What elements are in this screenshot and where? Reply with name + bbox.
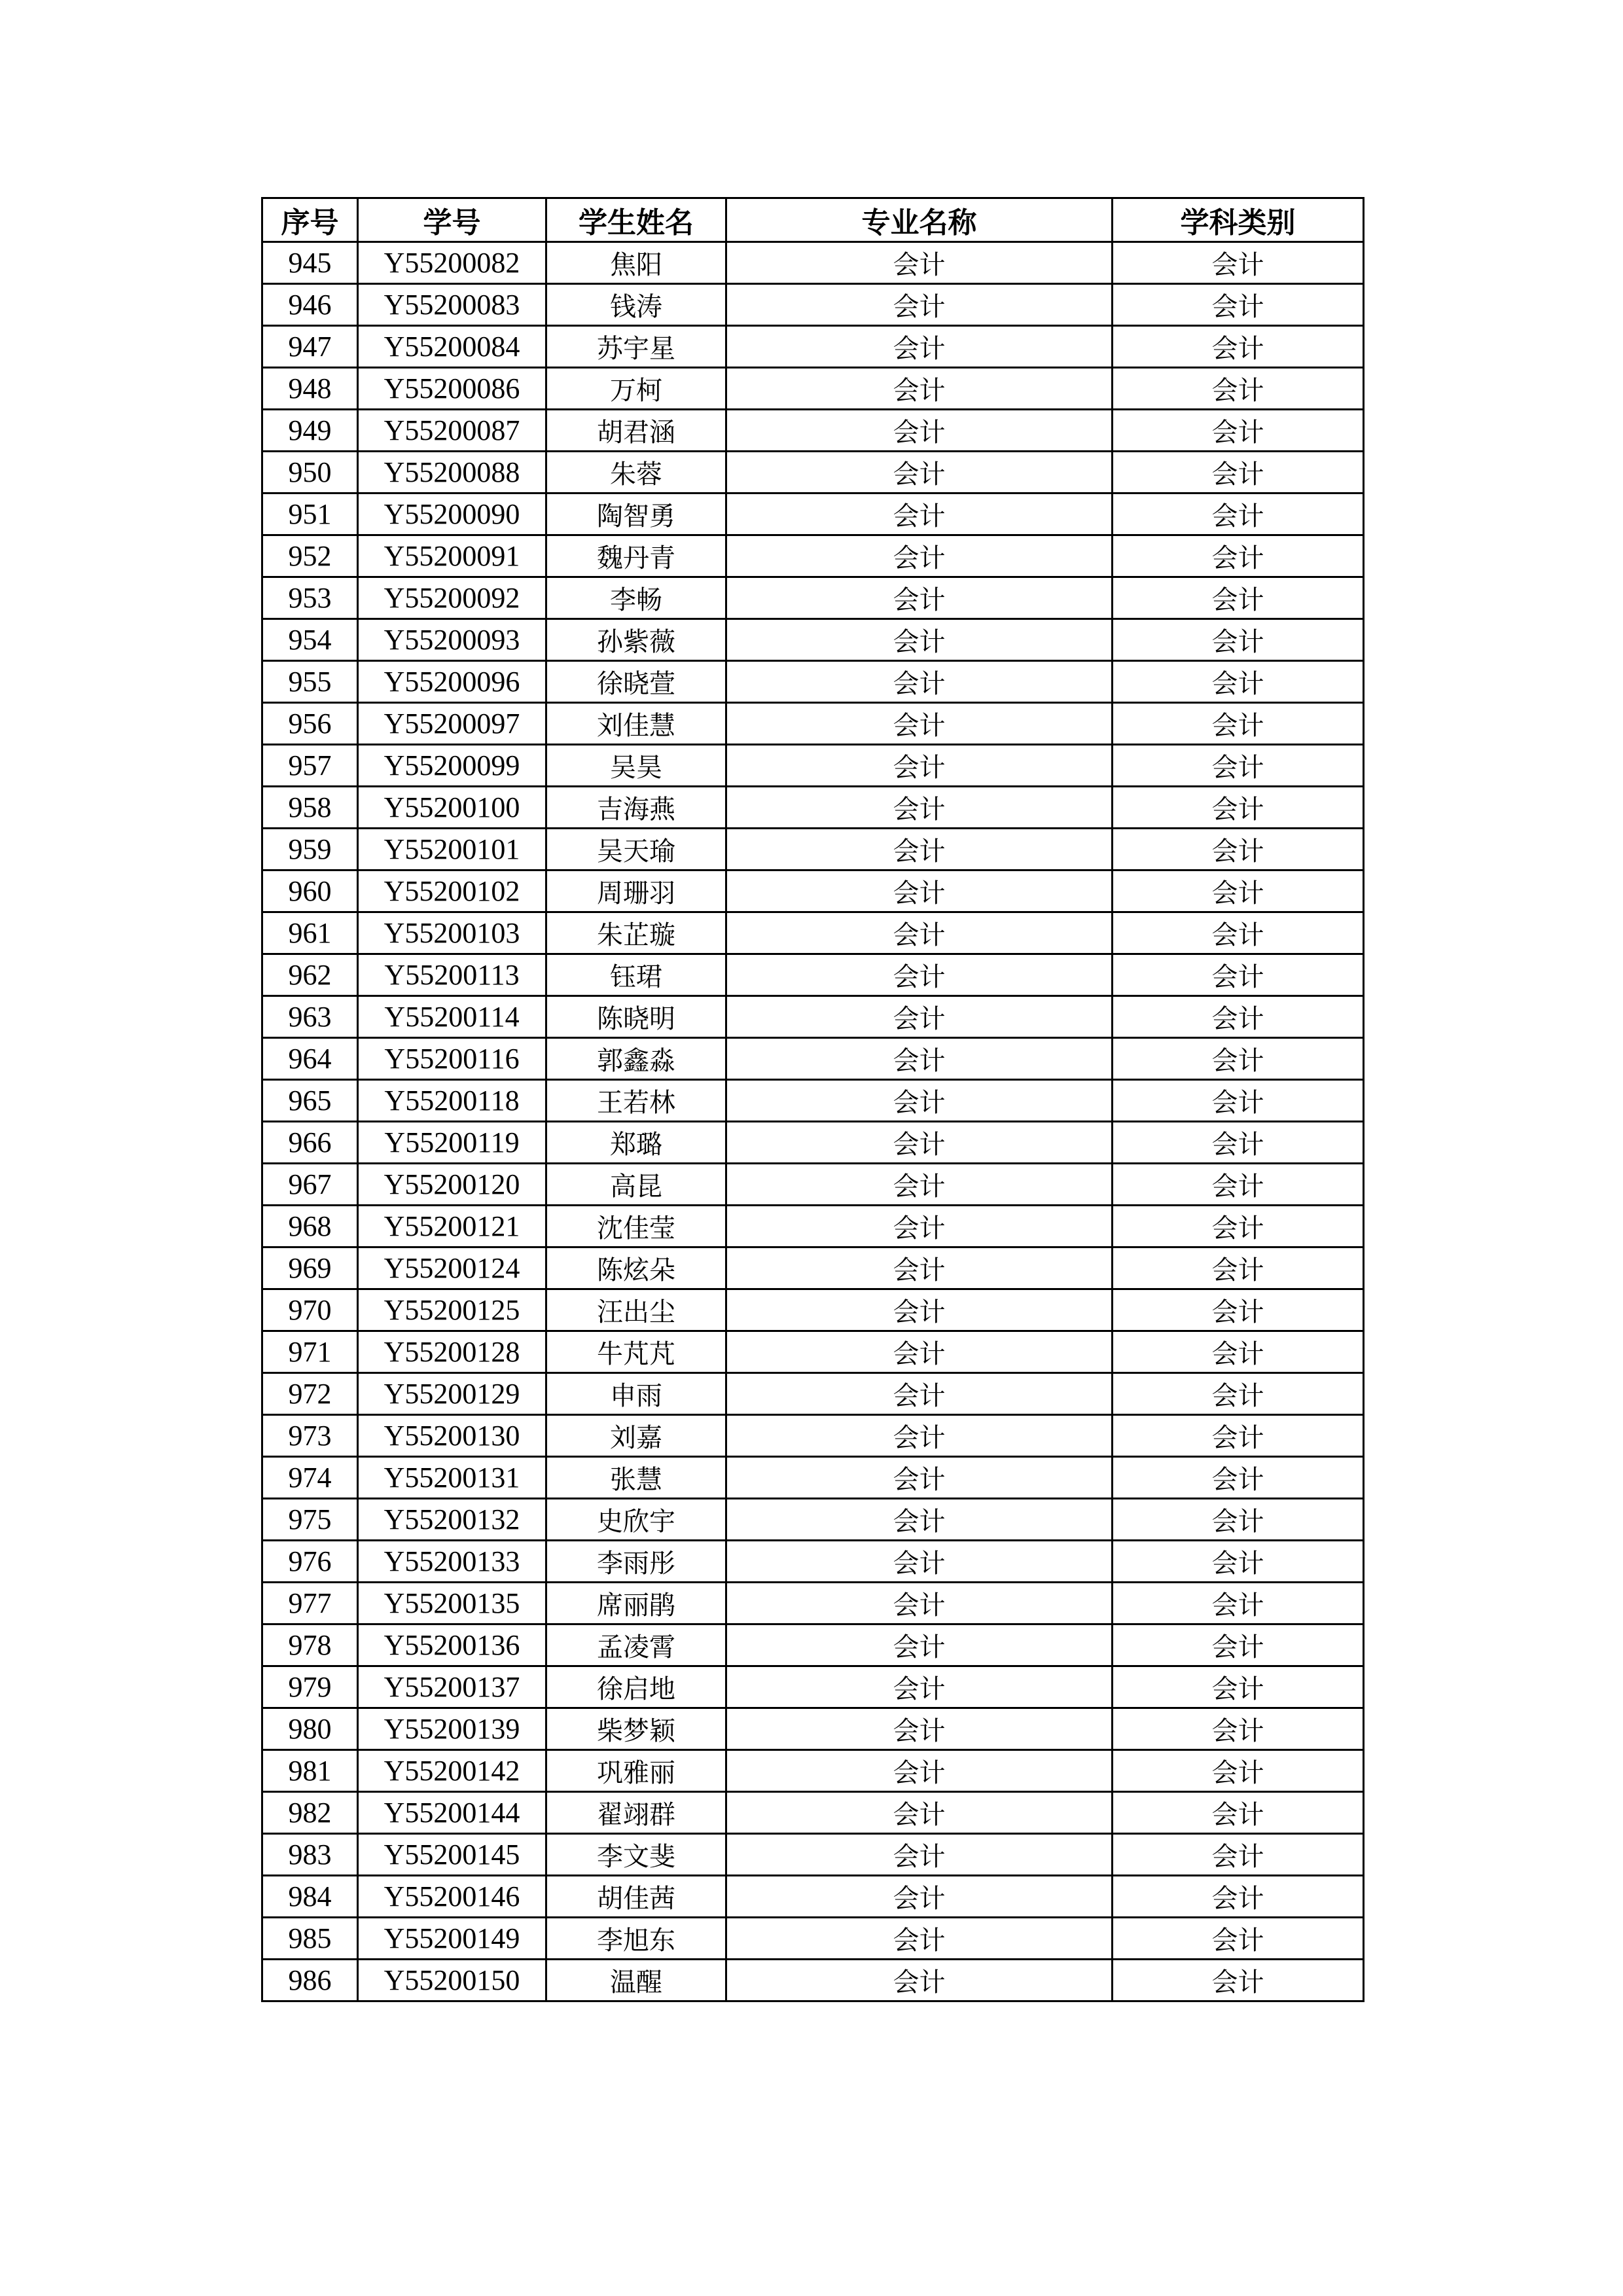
- table-row: [262, 996, 1364, 1038]
- cell-student-id: Y55200084: [358, 326, 546, 368]
- cell-discipline-category: 会计: [1113, 745, 1364, 787]
- cell-seq-no: 984: [262, 1876, 358, 1918]
- cell-discipline-category: 会计: [1113, 1792, 1364, 1834]
- cell-discipline-category: 会计: [1113, 1080, 1364, 1122]
- cell-student-name: 陶智勇: [546, 493, 726, 535]
- cell-student-name: 朱芷璇: [546, 912, 726, 954]
- table-row: [262, 326, 1364, 368]
- cell-student-id: Y55200113: [358, 954, 546, 996]
- table-row: [262, 1750, 1364, 1792]
- cell-student-name: 史欣宇: [546, 1499, 726, 1541]
- table-row: [262, 703, 1364, 745]
- cell-seq-no: 950: [262, 452, 358, 493]
- cell-student-id: Y55200120: [358, 1164, 546, 1206]
- cell-major-name: 会计: [726, 1499, 1113, 1541]
- cell-seq-no: 983: [262, 1834, 358, 1876]
- cell-student-id: Y55200144: [358, 1792, 546, 1834]
- cell-seq-no: 977: [262, 1583, 358, 1624]
- cell-discipline-category: 会计: [1113, 912, 1364, 954]
- cell-seq-no: 978: [262, 1624, 358, 1666]
- table-row: [262, 493, 1364, 535]
- cell-major-name: 会计: [726, 1624, 1113, 1666]
- cell-seq-no: 970: [262, 1289, 358, 1331]
- cell-major-name: 会计: [726, 284, 1113, 326]
- cell-discipline-category: 会计: [1113, 1247, 1364, 1289]
- cell-student-name: 李畅: [546, 577, 726, 619]
- cell-major-name: 会计: [726, 912, 1113, 954]
- cell-major-name: 会计: [726, 703, 1113, 745]
- table-row: [262, 1122, 1364, 1164]
- cell-discipline-category: 会计: [1113, 954, 1364, 996]
- cell-major-name: 会计: [726, 1583, 1113, 1624]
- cell-seq-no: 968: [262, 1206, 358, 1247]
- cell-discipline-category: 会计: [1113, 242, 1364, 284]
- table-row: [262, 1289, 1364, 1331]
- table-row: [262, 787, 1364, 829]
- cell-major-name: 会计: [726, 410, 1113, 452]
- cell-student-id: Y55200103: [358, 912, 546, 954]
- cell-major-name: 会计: [726, 1373, 1113, 1415]
- cell-student-id: Y55200102: [358, 870, 546, 912]
- cell-major-name: 会计: [726, 1792, 1113, 1834]
- cell-seq-no: 986: [262, 1960, 358, 2001]
- cell-student-id: Y55200114: [358, 996, 546, 1038]
- cell-student-name: 朱蓉: [546, 452, 726, 493]
- cell-student-id: Y55200130: [358, 1415, 546, 1457]
- cell-student-name: 申雨: [546, 1373, 726, 1415]
- cell-major-name: 会计: [726, 829, 1113, 870]
- cell-discipline-category: 会计: [1113, 1876, 1364, 1918]
- cell-major-name: 会计: [726, 870, 1113, 912]
- cell-student-id: Y55200124: [358, 1247, 546, 1289]
- cell-seq-no: 952: [262, 535, 358, 577]
- table-row: [262, 1876, 1364, 1918]
- cell-student-name: 吴天瑜: [546, 829, 726, 870]
- cell-student-id: Y55200142: [358, 1750, 546, 1792]
- cell-discipline-category: 会计: [1113, 1834, 1364, 1876]
- header-student-name: 学生姓名: [546, 198, 726, 242]
- cell-discipline-category: 会计: [1113, 368, 1364, 410]
- table-row: [262, 1834, 1364, 1876]
- cell-student-name: 翟翊群: [546, 1792, 726, 1834]
- cell-student-name: 张慧: [546, 1457, 726, 1499]
- cell-seq-no: 967: [262, 1164, 358, 1206]
- cell-major-name: 会计: [726, 787, 1113, 829]
- cell-major-name: 会计: [726, 577, 1113, 619]
- header-major-name: 专业名称: [726, 198, 1113, 242]
- cell-major-name: 会计: [726, 1541, 1113, 1583]
- cell-major-name: 会计: [726, 242, 1113, 284]
- cell-major-name: 会计: [726, 1457, 1113, 1499]
- cell-discipline-category: 会计: [1113, 1583, 1364, 1624]
- table-row: [262, 1457, 1364, 1499]
- cell-discipline-category: 会计: [1113, 1331, 1364, 1373]
- cell-discipline-category: 会计: [1113, 1499, 1364, 1541]
- cell-student-name: 苏宇星: [546, 326, 726, 368]
- cell-student-name: 李雨彤: [546, 1541, 726, 1583]
- cell-student-id: Y55200083: [358, 284, 546, 326]
- cell-student-id: Y55200133: [358, 1541, 546, 1583]
- cell-seq-no: 985: [262, 1918, 358, 1960]
- cell-seq-no: 960: [262, 870, 358, 912]
- table-row: [262, 1792, 1364, 1834]
- cell-student-name: 柴梦颖: [546, 1708, 726, 1750]
- cell-discipline-category: 会计: [1113, 1918, 1364, 1960]
- cell-student-id: Y55200129: [358, 1373, 546, 1415]
- cell-discipline-category: 会计: [1113, 703, 1364, 745]
- cell-student-id: Y55200097: [358, 703, 546, 745]
- cell-student-id: Y55200091: [358, 535, 546, 577]
- cell-major-name: 会计: [726, 1080, 1113, 1122]
- cell-seq-no: 949: [262, 410, 358, 452]
- cell-seq-no: 955: [262, 661, 358, 703]
- cell-student-id: Y55200119: [358, 1122, 546, 1164]
- cell-discipline-category: 会计: [1113, 1624, 1364, 1666]
- cell-student-id: Y55200121: [358, 1206, 546, 1247]
- cell-major-name: 会计: [726, 619, 1113, 661]
- cell-major-name: 会计: [726, 1038, 1113, 1080]
- cell-discipline-category: 会计: [1113, 577, 1364, 619]
- cell-seq-no: 966: [262, 1122, 358, 1164]
- header-seq-no: 序号: [262, 198, 358, 242]
- cell-seq-no: 964: [262, 1038, 358, 1080]
- cell-student-name: 钱涛: [546, 284, 726, 326]
- cell-student-id: Y55200088: [358, 452, 546, 493]
- cell-seq-no: 945: [262, 242, 358, 284]
- cell-major-name: 会计: [726, 1918, 1113, 1960]
- cell-student-name: 焦阳: [546, 242, 726, 284]
- table-row: [262, 284, 1364, 326]
- cell-seq-no: 947: [262, 326, 358, 368]
- cell-student-name: 陈炫朵: [546, 1247, 726, 1289]
- cell-seq-no: 981: [262, 1750, 358, 1792]
- cell-seq-no: 957: [262, 745, 358, 787]
- cell-seq-no: 972: [262, 1373, 358, 1415]
- cell-discipline-category: 会计: [1113, 1750, 1364, 1792]
- cell-student-name: 牛芃芃: [546, 1331, 726, 1373]
- cell-student-name: 郭鑫淼: [546, 1038, 726, 1080]
- cell-student-id: Y55200116: [358, 1038, 546, 1080]
- cell-student-name: 刘嘉: [546, 1415, 726, 1457]
- cell-discipline-category: 会计: [1113, 1457, 1364, 1499]
- table-row: [262, 954, 1364, 996]
- table-row: [262, 870, 1364, 912]
- cell-student-id: Y55200090: [358, 493, 546, 535]
- cell-student-name: 郑璐: [546, 1122, 726, 1164]
- cell-student-id: Y55200132: [358, 1499, 546, 1541]
- cell-major-name: 会计: [726, 1750, 1113, 1792]
- table-row: [262, 1708, 1364, 1750]
- cell-major-name: 会计: [726, 745, 1113, 787]
- cell-seq-no: 969: [262, 1247, 358, 1289]
- cell-student-id: Y55200135: [358, 1583, 546, 1624]
- cell-major-name: 会计: [726, 1122, 1113, 1164]
- table-row: [262, 1583, 1364, 1624]
- table-row: [262, 745, 1364, 787]
- cell-student-name: 周珊羽: [546, 870, 726, 912]
- cell-discipline-category: 会计: [1113, 284, 1364, 326]
- cell-student-name: 沈佳莹: [546, 1206, 726, 1247]
- cell-discipline-category: 会计: [1113, 996, 1364, 1038]
- cell-seq-no: 965: [262, 1080, 358, 1122]
- cell-student-id: Y55200136: [358, 1624, 546, 1666]
- table-row: [262, 912, 1364, 954]
- table-row: [262, 619, 1364, 661]
- table-row: [262, 368, 1364, 410]
- cell-major-name: 会计: [726, 1960, 1113, 2001]
- table-row: [262, 1918, 1364, 1960]
- cell-seq-no: 951: [262, 493, 358, 535]
- cell-student-id: Y55200087: [358, 410, 546, 452]
- cell-discipline-category: 会计: [1113, 870, 1364, 912]
- cell-student-name: 孟凌霄: [546, 1624, 726, 1666]
- cell-discipline-category: 会计: [1113, 1289, 1364, 1331]
- cell-student-id: Y55200149: [358, 1918, 546, 1960]
- cell-student-id: Y55200100: [358, 787, 546, 829]
- cell-seq-no: 982: [262, 1792, 358, 1834]
- table-row: [262, 1499, 1364, 1541]
- header-student-id: 学号: [358, 198, 546, 242]
- cell-major-name: 会计: [726, 368, 1113, 410]
- cell-discipline-category: 会计: [1113, 493, 1364, 535]
- table-body: [262, 242, 1364, 2001]
- table-row: [262, 1164, 1364, 1206]
- table-row: [262, 829, 1364, 870]
- table-row: [262, 661, 1364, 703]
- cell-student-id: Y55200082: [358, 242, 546, 284]
- table-row: [262, 1666, 1364, 1708]
- cell-student-id: Y55200118: [358, 1080, 546, 1122]
- header-row: [262, 198, 1364, 242]
- table-row: [262, 1206, 1364, 1247]
- student-roster-table: [261, 197, 1364, 2002]
- cell-student-name: 陈晓明: [546, 996, 726, 1038]
- cell-major-name: 会计: [726, 1415, 1113, 1457]
- cell-discipline-category: 会计: [1113, 619, 1364, 661]
- cell-discipline-category: 会计: [1113, 1708, 1364, 1750]
- cell-student-name: 刘佳慧: [546, 703, 726, 745]
- cell-major-name: 会计: [726, 1708, 1113, 1750]
- cell-student-id: Y55200150: [358, 1960, 546, 2001]
- cell-major-name: 会计: [726, 1666, 1113, 1708]
- table-row: [262, 1247, 1364, 1289]
- cell-seq-no: 973: [262, 1415, 358, 1457]
- cell-seq-no: 963: [262, 996, 358, 1038]
- cell-seq-no: 962: [262, 954, 358, 996]
- cell-student-name: 胡佳茜: [546, 1876, 726, 1918]
- cell-discipline-category: 会计: [1113, 1038, 1364, 1080]
- cell-student-name: 李旭东: [546, 1918, 726, 1960]
- cell-student-id: Y55200146: [358, 1876, 546, 1918]
- cell-student-id: Y55200099: [358, 745, 546, 787]
- cell-seq-no: 974: [262, 1457, 358, 1499]
- cell-major-name: 会计: [726, 1247, 1113, 1289]
- cell-seq-no: 956: [262, 703, 358, 745]
- cell-seq-no: 954: [262, 619, 358, 661]
- cell-seq-no: 971: [262, 1331, 358, 1373]
- cell-student-id: Y55200092: [358, 577, 546, 619]
- cell-student-name: 巩雅丽: [546, 1750, 726, 1792]
- table-row: [262, 1080, 1364, 1122]
- cell-student-name: 高昆: [546, 1164, 726, 1206]
- cell-seq-no: 975: [262, 1499, 358, 1541]
- cell-discipline-category: 会计: [1113, 1373, 1364, 1415]
- cell-student-name: 胡君涵: [546, 410, 726, 452]
- table-row: [262, 1331, 1364, 1373]
- cell-seq-no: 948: [262, 368, 358, 410]
- cell-seq-no: 958: [262, 787, 358, 829]
- cell-seq-no: 980: [262, 1708, 358, 1750]
- cell-discipline-category: 会计: [1113, 326, 1364, 368]
- cell-student-name: 王若林: [546, 1080, 726, 1122]
- cell-discipline-category: 会计: [1113, 410, 1364, 452]
- cell-discipline-category: 会计: [1113, 535, 1364, 577]
- table-row: [262, 535, 1364, 577]
- cell-major-name: 会计: [726, 1331, 1113, 1373]
- table-row: [262, 577, 1364, 619]
- cell-student-id: Y55200145: [358, 1834, 546, 1876]
- table-row: [262, 410, 1364, 452]
- table-row: [262, 1415, 1364, 1457]
- cell-major-name: 会计: [726, 1164, 1113, 1206]
- cell-major-name: 会计: [726, 954, 1113, 996]
- cell-seq-no: 961: [262, 912, 358, 954]
- cell-major-name: 会计: [726, 452, 1113, 493]
- table-row: [262, 1541, 1364, 1583]
- cell-major-name: 会计: [726, 1289, 1113, 1331]
- cell-discipline-category: 会计: [1113, 1122, 1364, 1164]
- cell-student-name: 吴昊: [546, 745, 726, 787]
- cell-major-name: 会计: [726, 996, 1113, 1038]
- cell-student-id: Y55200086: [358, 368, 546, 410]
- cell-seq-no: 946: [262, 284, 358, 326]
- cell-major-name: 会计: [726, 493, 1113, 535]
- cell-student-name: 钰珺: [546, 954, 726, 996]
- cell-student-name: 席丽鹃: [546, 1583, 726, 1624]
- cell-student-id: Y55200101: [358, 829, 546, 870]
- cell-seq-no: 976: [262, 1541, 358, 1583]
- cell-student-id: Y55200128: [358, 1331, 546, 1373]
- cell-student-name: 孙紫薇: [546, 619, 726, 661]
- cell-discipline-category: 会计: [1113, 452, 1364, 493]
- cell-major-name: 会计: [726, 326, 1113, 368]
- cell-student-name: 李文斐: [546, 1834, 726, 1876]
- cell-discipline-category: 会计: [1113, 1960, 1364, 2001]
- cell-student-name: 徐启地: [546, 1666, 726, 1708]
- cell-student-name: 吉海燕: [546, 787, 726, 829]
- cell-student-name: 温醒: [546, 1960, 726, 2001]
- cell-student-name: 万柯: [546, 368, 726, 410]
- cell-student-name: 汪出尘: [546, 1289, 726, 1331]
- cell-discipline-category: 会计: [1113, 1206, 1364, 1247]
- cell-major-name: 会计: [726, 535, 1113, 577]
- table-row: [262, 452, 1364, 493]
- cell-discipline-category: 会计: [1113, 829, 1364, 870]
- header-discipline-category: 学科类别: [1113, 198, 1364, 242]
- cell-discipline-category: 会计: [1113, 661, 1364, 703]
- cell-discipline-category: 会计: [1113, 1541, 1364, 1583]
- cell-student-id: Y55200131: [358, 1457, 546, 1499]
- cell-discipline-category: 会计: [1113, 787, 1364, 829]
- cell-student-id: Y55200093: [358, 619, 546, 661]
- cell-discipline-category: 会计: [1113, 1415, 1364, 1457]
- table-row: [262, 1373, 1364, 1415]
- cell-student-name: 魏丹青: [546, 535, 726, 577]
- table-row: [262, 242, 1364, 284]
- cell-student-id: Y55200096: [358, 661, 546, 703]
- table-row: [262, 1624, 1364, 1666]
- cell-major-name: 会计: [726, 1876, 1113, 1918]
- cell-seq-no: 979: [262, 1666, 358, 1708]
- cell-student-id: Y55200139: [358, 1708, 546, 1750]
- cell-seq-no: 959: [262, 829, 358, 870]
- cell-student-id: Y55200125: [358, 1289, 546, 1331]
- cell-major-name: 会计: [726, 661, 1113, 703]
- table-row: [262, 1960, 1364, 2001]
- cell-major-name: 会计: [726, 1834, 1113, 1876]
- cell-discipline-category: 会计: [1113, 1666, 1364, 1708]
- cell-student-id: Y55200137: [358, 1666, 546, 1708]
- table-row: [262, 1038, 1364, 1080]
- cell-major-name: 会计: [726, 1206, 1113, 1247]
- cell-seq-no: 953: [262, 577, 358, 619]
- cell-discipline-category: 会计: [1113, 1164, 1364, 1206]
- cell-student-name: 徐晓萱: [546, 661, 726, 703]
